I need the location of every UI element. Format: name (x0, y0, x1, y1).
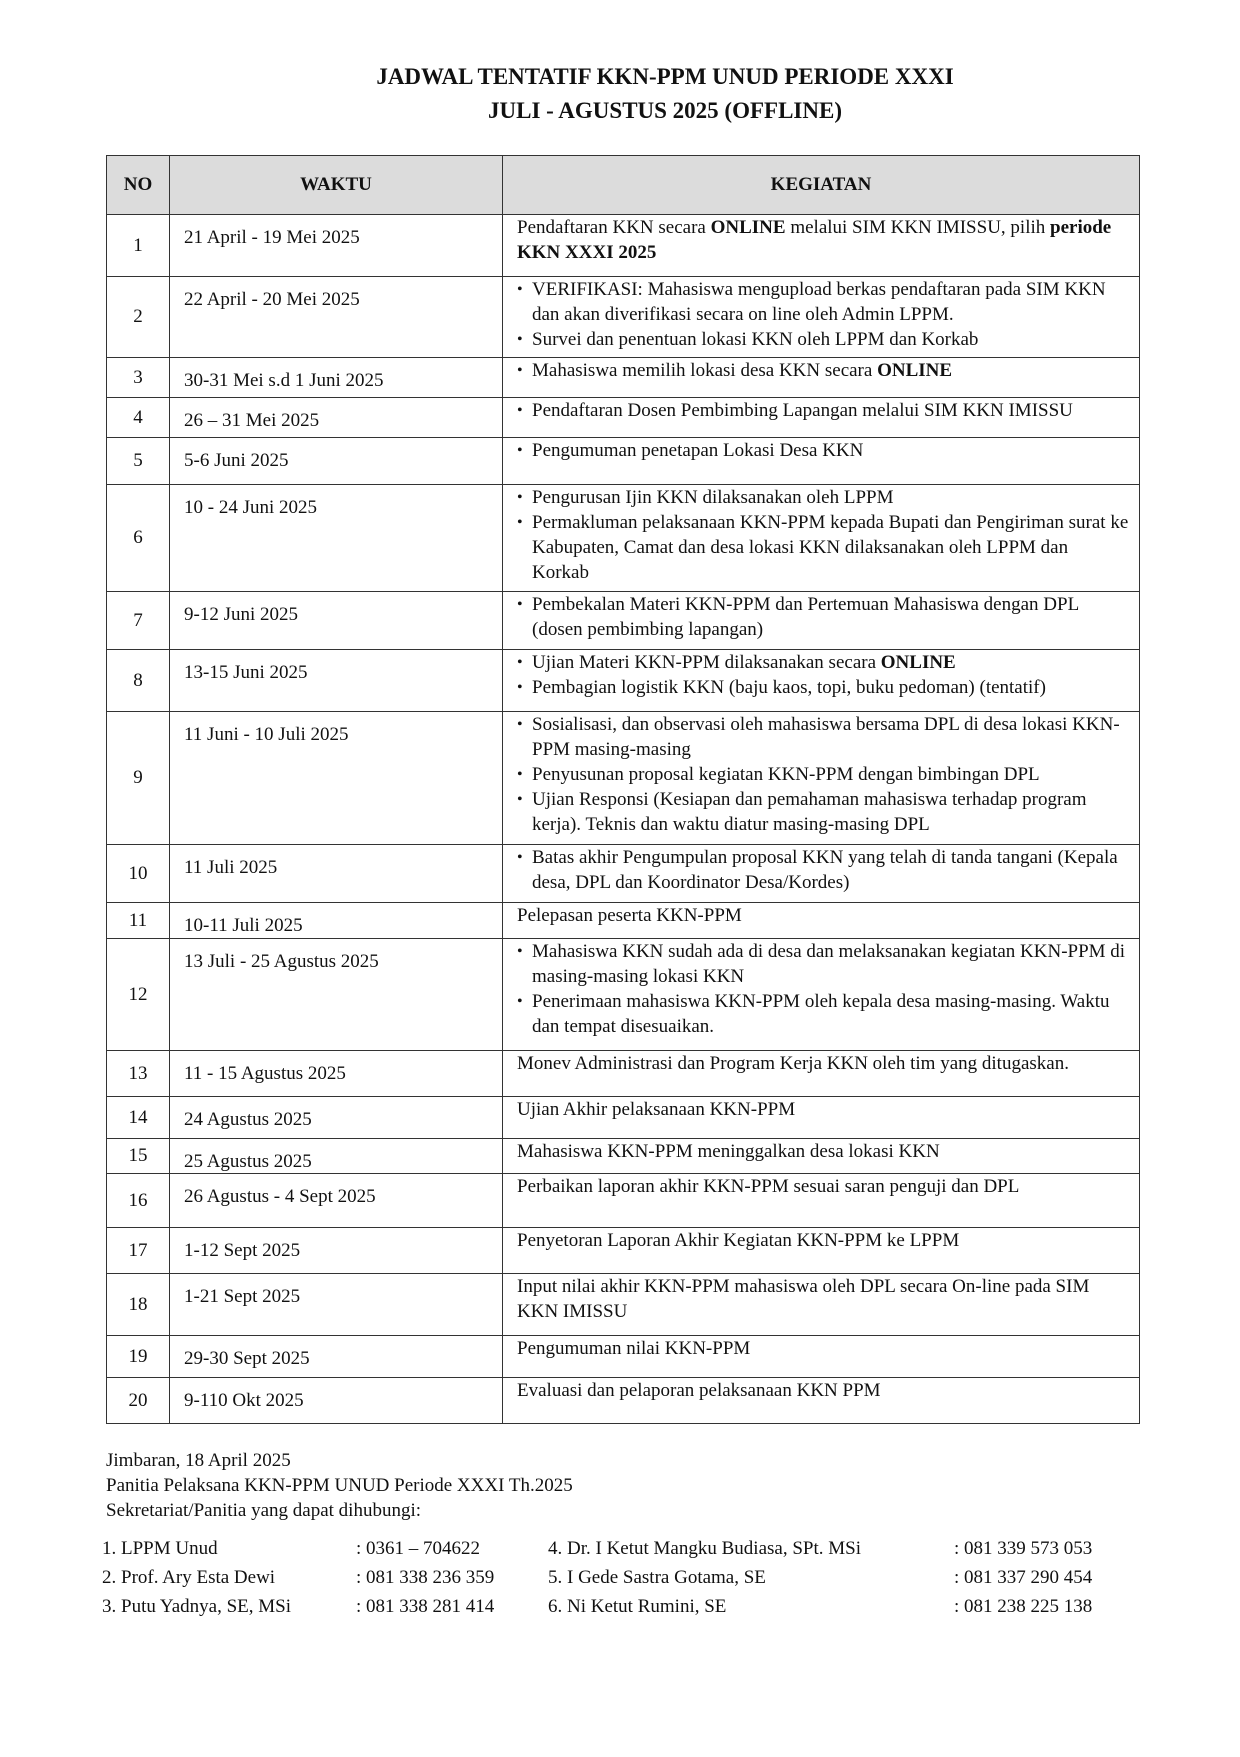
row-number: 15 (107, 1139, 170, 1174)
row-waktu: 22 April - 20 Mei 2025 (170, 277, 503, 358)
table-row (107, 1378, 1140, 1424)
kegiatan-bullet-item: • Mahasiswa KKN sudah ada di desa dan melaksanakan kegiatan KKN-PPM di masing-masing lokasi KKN (517, 939, 1129, 989)
kegiatan-bullet-item: • Survei dan penentuan lokasi KKN oleh LPPM dan Korkab (517, 327, 1129, 352)
contact-row (548, 1534, 1092, 1563)
title-line-1: JADWAL TENTATIF KKN-PPM UNUD PERIODE XXXI (376, 64, 954, 89)
table-row (107, 1174, 1140, 1228)
row-kegiatan (503, 1228, 1140, 1274)
table-row (107, 1139, 1140, 1174)
contact-row (102, 1592, 494, 1621)
row-kegiatan (503, 1378, 1140, 1424)
row-kegiatan (503, 1051, 1140, 1097)
header-kegiatan: KEGIATAN (503, 156, 1140, 215)
contact-row (548, 1592, 1092, 1621)
table-row (107, 438, 1140, 485)
contact-row (102, 1534, 494, 1563)
kegiatan-bullet-item: • Permakluman pelaksanaan KKN-PPM kepada Bupati dan Pengiriman surat ke Kabupaten, Camat dan desa lokasi KKN dilaksanakan oleh LPPM dan Korkab (517, 510, 1129, 585)
footer-contact-intro: Sekretariat/Panitia yang dapat dihubungi: (106, 1500, 422, 1521)
row-waktu: 30-31 Mei s.d 1 Juni 2025 (170, 358, 503, 398)
kegiatan-bullet-item: • Penerimaan mahasiswa KKN-PPM oleh kepala desa masing-masing. Waktu dan tempat disesuaikan. (517, 989, 1129, 1039)
contacts-right (548, 1534, 1092, 1621)
kegiatan-bullet-item: • Pembagian logistik KKN (baju kaos, topi, buku pedoman) (tentatif) (517, 675, 1129, 700)
row-kegiatan (503, 592, 1140, 650)
row-kegiatan (503, 1274, 1140, 1336)
contact-row (102, 1563, 494, 1592)
row-number: 10 (107, 845, 170, 903)
row-number: 12 (107, 939, 170, 1051)
row-waktu: 1-21 Sept 2025 (170, 1274, 503, 1336)
contact-name: 3. Putu Yadnya, SE, MSi (102, 1596, 291, 1617)
row-number: 5 (107, 438, 170, 485)
row-waktu: 1-12 Sept 2025 (170, 1228, 503, 1274)
contact-phone: : 081 338 236 359 (356, 1567, 495, 1588)
contact-phone: : 081 337 290 454 (954, 1567, 1093, 1588)
kegiatan-bullet-item: • Pendaftaran Dosen Pembimbing Lapangan melalui SIM KKN IMISSU (517, 398, 1129, 423)
row-kegiatan (503, 215, 1140, 277)
row-number: 13 (107, 1051, 170, 1097)
row-kegiatan (503, 438, 1140, 485)
row-kegiatan (503, 903, 1140, 939)
row-number: 19 (107, 1336, 170, 1378)
footer-place-date: Jimbaran, 18 April 2025 (106, 1450, 291, 1471)
table-row (107, 277, 1140, 358)
table-row (107, 1228, 1140, 1274)
contact-name: 6. Ni Ketut Rumini, SE (548, 1596, 727, 1617)
row-waktu: 5-6 Juni 2025 (170, 438, 503, 485)
row-kegiatan (503, 845, 1140, 903)
row-waktu: 25 Agustus 2025 (170, 1139, 503, 1174)
row-kegiatan (503, 939, 1140, 1051)
row-kegiatan (503, 1174, 1140, 1228)
row-waktu: 13 Juli - 25 Agustus 2025 (170, 939, 503, 1051)
row-number: 2 (107, 277, 170, 358)
kegiatan-bullet-item: • Sosialisasi, dan observasi oleh mahasiswa bersama DPL di desa lokasi KKN-PPM masing-masing (517, 712, 1129, 762)
row-kegiatan (503, 1097, 1140, 1139)
row-waktu: 9-12 Juni 2025 (170, 592, 503, 650)
kegiatan-bullet-item: • Pengumuman penetapan Lokasi Desa KKN (517, 438, 1129, 463)
row-waktu: 29-30 Sept 2025 (170, 1336, 503, 1378)
table-row (107, 845, 1140, 903)
contact-name: 1. LPPM Unud (102, 1538, 218, 1559)
header-waktu: WAKTU (170, 156, 503, 215)
table-row (107, 592, 1140, 650)
kegiatan-text: Ujian Akhir pelaksanaan KKN-PPM (517, 1099, 796, 1120)
kegiatan-text: Pendaftaran KKN secara ONLINE melalui SIM KKN IMISSU, pilih periode KKN XXXI 2025 (517, 217, 1112, 263)
table-row (107, 1097, 1140, 1139)
row-waktu: 26 – 31 Mei 2025 (170, 398, 503, 438)
row-waktu: 24 Agustus 2025 (170, 1097, 503, 1139)
row-waktu: 9-110 Okt 2025 (170, 1378, 503, 1424)
row-number: 17 (107, 1228, 170, 1274)
table-header-row (107, 156, 1140, 215)
kegiatan-text: Monev Administrasi dan Program Kerja KKN oleh tim yang ditugaskan. (517, 1053, 1069, 1074)
contact-row (548, 1563, 1092, 1592)
row-number: 4 (107, 398, 170, 438)
row-kegiatan (503, 398, 1140, 438)
kegiatan-bullet-item: • VERIFIKASI: Mahasiswa mengupload berkas pendaftaran pada SIM KKN dan akan diverifikasi secara on line oleh Admin LPPM. (517, 277, 1129, 327)
row-number: 8 (107, 650, 170, 712)
table-row (107, 1336, 1140, 1378)
contact-name: 4. Dr. I Ketut Mangku Budiasa, SPt. MSi (548, 1538, 861, 1559)
kegiatan-bullet-item: • Penyusunan proposal kegiatan KKN-PPM dengan bimbingan DPL (517, 762, 1129, 787)
contacts-left (102, 1534, 494, 1621)
table-row (107, 650, 1140, 712)
row-kegiatan (503, 712, 1140, 845)
row-number: 14 (107, 1097, 170, 1139)
contact-phone: : 081 339 573 053 (954, 1538, 1093, 1559)
table-row (107, 903, 1140, 939)
row-kegiatan (503, 485, 1140, 592)
kegiatan-bullet-item: • Ujian Materi KKN-PPM dilaksanakan secara ONLINE (517, 650, 1129, 675)
title-line-2: JULI - AGUSTUS 2025 (OFFLINE) (488, 98, 842, 123)
table-row (107, 398, 1140, 438)
row-waktu: 11 - 15 Agustus 2025 (170, 1051, 503, 1097)
row-number: 9 (107, 712, 170, 845)
header-no: NO (107, 156, 170, 215)
kegiatan-bullet-item: • Batas akhir Pengumpulan proposal KKN yang telah di tanda tangani (Kepala desa, DPL dan Koordinator Desa/Kordes) (517, 845, 1129, 895)
kegiatan-text: Evaluasi dan pelaporan pelaksanaan KKN PPM (517, 1380, 881, 1401)
row-kegiatan (503, 1336, 1140, 1378)
contact-name: 5. I Gede Sastra Gotama, SE (548, 1567, 766, 1588)
row-waktu: 26 Agustus - 4 Sept 2025 (170, 1174, 503, 1228)
row-number: 7 (107, 592, 170, 650)
kegiatan-bullet-item: • Pengurusan Ijin KKN dilaksanakan oleh LPPM (517, 485, 1129, 510)
footer (106, 1448, 573, 1523)
table-row (107, 1051, 1140, 1097)
schedule-body (107, 215, 1140, 1424)
contact-name: 2. Prof. Ary Esta Dewi (102, 1567, 276, 1588)
document-title (0, 60, 1240, 128)
row-number: 18 (107, 1274, 170, 1336)
kegiatan-bullet-item: • Ujian Responsi (Kesiapan dan pemahaman mahasiswa terhadap program kerja). Teknis dan waktu diatur masing-masing DPL (517, 787, 1129, 837)
row-waktu: 10 - 24 Juni 2025 (170, 485, 503, 592)
footer-committee: Panitia Pelaksana KKN-PPM UNUD Periode XXXI Th.2025 (106, 1475, 573, 1496)
kegiatan-text: Perbaikan laporan akhir KKN-PPM sesuai saran penguji dan DPL (517, 1176, 1020, 1197)
table-row (107, 485, 1140, 592)
row-kegiatan (503, 358, 1140, 398)
row-kegiatan (503, 1139, 1140, 1174)
kegiatan-text: Penyetoran Laporan Akhir Kegiatan KKN-PPM ke LPPM (517, 1230, 960, 1251)
kegiatan-text: Pelepasan peserta KKN-PPM (517, 905, 742, 926)
kegiatan-bullet-item: • Pembekalan Materi KKN-PPM dan Pertemuan Mahasiswa dengan DPL (dosen pembimbing lapangan) (517, 592, 1129, 642)
row-number: 1 (107, 215, 170, 277)
schedule-table (106, 155, 1140, 1424)
contact-phone: : 081 338 281 414 (356, 1596, 495, 1617)
table-row (107, 215, 1140, 277)
row-number: 6 (107, 485, 170, 592)
kegiatan-bullet-item: • Mahasiswa memilih lokasi desa KKN secara ONLINE (517, 358, 1129, 383)
table-row (107, 712, 1140, 845)
row-waktu: 13-15 Juni 2025 (170, 650, 503, 712)
contact-phone: : 0361 – 704622 (356, 1538, 481, 1559)
table-row (107, 939, 1140, 1051)
kegiatan-text: Mahasiswa KKN-PPM meninggalkan desa lokasi KKN (517, 1141, 940, 1162)
row-number: 16 (107, 1174, 170, 1228)
row-number: 11 (107, 903, 170, 939)
row-waktu: 10-11 Juli 2025 (170, 903, 503, 939)
row-number: 3 (107, 358, 170, 398)
kegiatan-text: Input nilai akhir KKN-PPM mahasiswa oleh DPL secara On-line pada SIM KKN IMISSU (517, 1276, 1090, 1322)
row-kegiatan (503, 277, 1140, 358)
kegiatan-text: Pengumuman nilai KKN-PPM (517, 1338, 751, 1359)
contact-phone: : 081 238 225 138 (954, 1596, 1093, 1617)
table-row (107, 1274, 1140, 1336)
row-waktu: 11 Juli 2025 (170, 845, 503, 903)
table-row (107, 358, 1140, 398)
row-waktu: 21 April - 19 Mei 2025 (170, 215, 503, 277)
row-number: 20 (107, 1378, 170, 1424)
row-waktu: 11 Juni - 10 Juli 2025 (170, 712, 503, 845)
row-kegiatan (503, 650, 1140, 712)
